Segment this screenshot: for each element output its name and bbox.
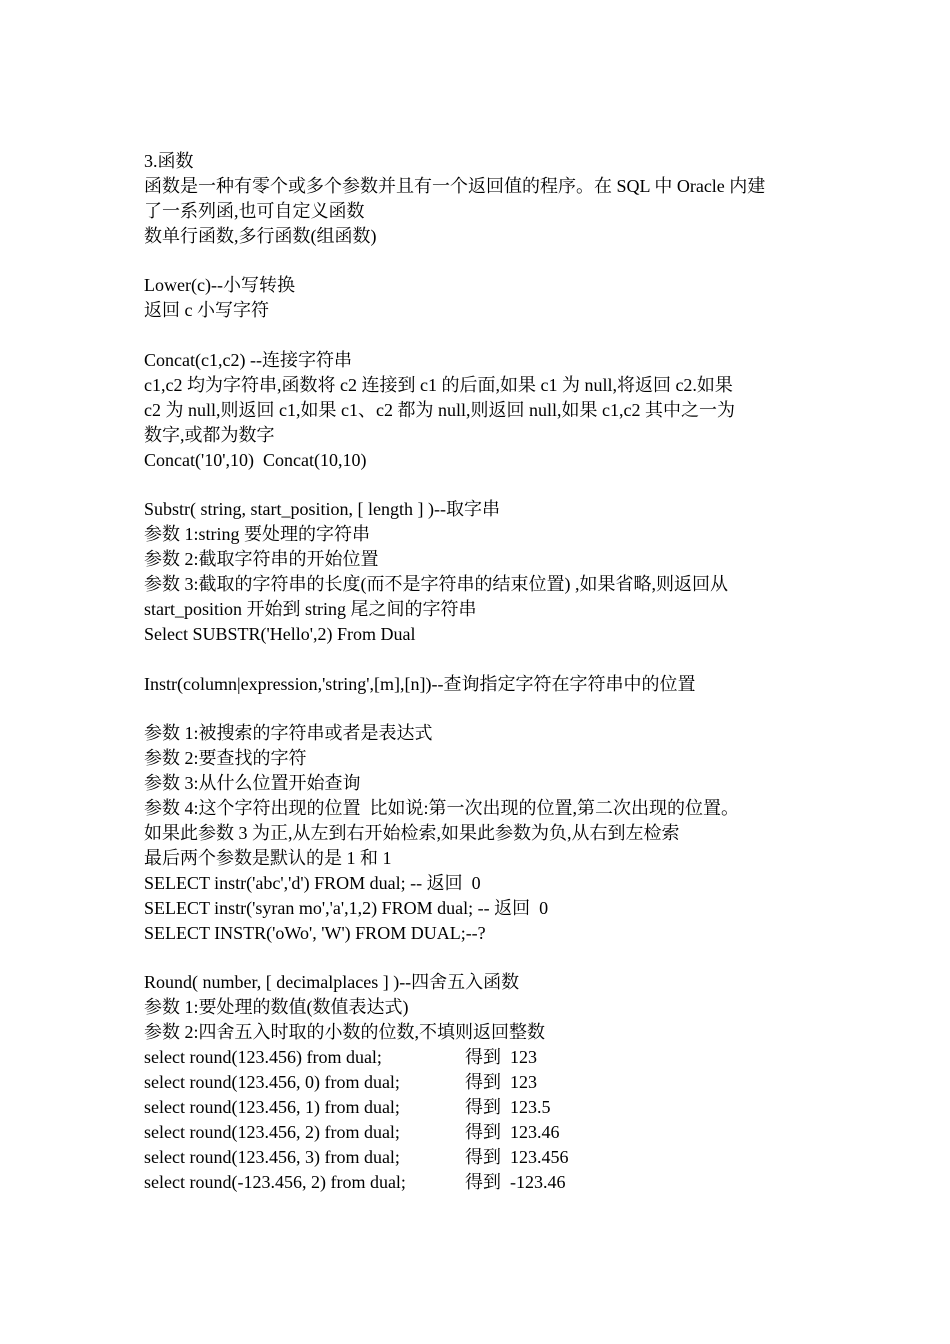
blank-line — [144, 249, 824, 274]
paragraph-line: 如果此参数 3 为正,从左到右开始检索,如果此参数为负,从右到左检索 — [144, 823, 680, 844]
paragraph-line: 参数 3:从什么位置开始查询 — [144, 773, 361, 794]
paragraph-line: 了一系列函,也可自定义函数 — [144, 200, 365, 221]
section-substr — [144, 497, 824, 646]
code-example: SELECT instr('abc','d') FROM dual; -- 返回 0 — [144, 872, 481, 893]
round-example-row — [144, 1045, 824, 1070]
round-example-row — [144, 1070, 824, 1095]
section-lower — [144, 273, 824, 323]
round-example-result: 得到 123 — [465, 1071, 537, 1092]
paragraph-line: 参数 4:这个字符出现的位置 比如说:第一次出现的位置,第二次出现的位置。 — [144, 798, 739, 819]
round-example-result: 得到 123.46 — [465, 1121, 560, 1142]
round-example-code: select round(-123.456, 2) from dual; — [144, 1171, 406, 1192]
section-intro — [144, 149, 824, 249]
blank-line — [144, 323, 824, 348]
function-signature: Instr(column|expression,'string',[m],[n])--查询指定字符在字符串中的位置 — [144, 673, 696, 694]
function-signature: Lower(c)--小写转换 — [144, 275, 295, 296]
paragraph-line: 参数 2:要查找的字符 — [144, 748, 307, 769]
section-concat — [144, 348, 824, 472]
document-page — [144, 149, 824, 1194]
round-example-code: select round(123.456, 3) from dual; — [144, 1146, 400, 1167]
paragraph-line: start_position 开始到 string 尾之间的字符串 — [144, 599, 477, 620]
paragraph-line: c2 为 null,则返回 c1,如果 c1、c2 都为 null,则返回 null,如果 c1,c2 其中之一为 — [144, 399, 735, 420]
paragraph-line: 参数 3:截取的字符串的长度(而不是字符串的结束位置) ,如果省略,则返回从 — [144, 574, 728, 595]
code-example: Select SUBSTR('Hello',2) From Dual — [144, 623, 416, 644]
round-example-result: 得到 123 — [465, 1047, 537, 1068]
function-signature: Round( number, [ decimalplaces ] )--四舍五入函数 — [144, 972, 520, 993]
code-example: Concat('10',10) Concat(10,10) — [144, 449, 367, 470]
code-example: SELECT INSTR('oWo', 'W') FROM DUAL;--? — [144, 922, 486, 943]
paragraph-line: 数单行函数,多行函数(组函数) — [144, 225, 377, 246]
blank-line — [144, 946, 824, 971]
paragraph-line: c1,c2 均为字符串,函数将 c2 连接到 c1 的后面,如果 c1 为 null,将返回 c2.如果 — [144, 375, 733, 396]
code-example: SELECT instr('syran mo','a',1,2) FROM dual; -- 返回 0 — [144, 897, 549, 918]
function-signature: Concat(c1,c2) --连接字符串 — [144, 350, 352, 371]
round-example-code: select round(123.456, 1) from dual; — [144, 1096, 400, 1117]
round-example-result: 得到 123.5 — [465, 1096, 551, 1117]
paragraph-line: 最后两个参数是默认的是 1 和 1 — [144, 847, 392, 868]
section-heading: 3.函数 — [144, 151, 194, 171]
paragraph-line: 函数是一种有零个或多个参数并且有一个返回值的程序。在 SQL 中 Oracle 内建 — [144, 175, 766, 196]
paragraph-line: 参数 1:被搜索的字符串或者是表达式 — [144, 723, 433, 744]
paragraph-line: 参数 1:string 要处理的字符串 — [144, 524, 371, 545]
paragraph-line: 参数 1:要处理的数值(数值表达式) — [144, 997, 409, 1018]
round-example-row — [144, 1145, 824, 1170]
round-example-code: select round(123.456) from dual; — [144, 1047, 382, 1068]
round-example-code: select round(123.456, 2) from dual; — [144, 1121, 400, 1142]
paragraph-line: 参数 2:四舍五入时取的小数的位数,不填则返回整数 — [144, 1022, 545, 1043]
function-signature: Substr( string, start_position, [ length ] )--取字串 — [144, 499, 500, 520]
round-example-row — [144, 1095, 824, 1120]
paragraph-line: 数字,或都为数字 — [144, 424, 275, 445]
round-example-result: 得到 123.456 — [465, 1146, 569, 1167]
section-instr — [144, 721, 824, 945]
paragraph-line: 参数 2:截取字符串的开始位置 — [144, 549, 379, 570]
round-example-result: 得到 -123.46 — [465, 1171, 566, 1192]
round-example-row — [144, 1170, 824, 1195]
blank-line — [144, 647, 824, 672]
blank-line — [144, 697, 824, 722]
round-example-code: select round(123.456, 0) from dual; — [144, 1071, 400, 1092]
paragraph-line: 返回 c 小写字符 — [144, 300, 269, 321]
round-example-row — [144, 1120, 824, 1145]
section-instr-heading — [144, 672, 824, 697]
section-round — [144, 970, 824, 1194]
blank-line — [144, 473, 824, 498]
